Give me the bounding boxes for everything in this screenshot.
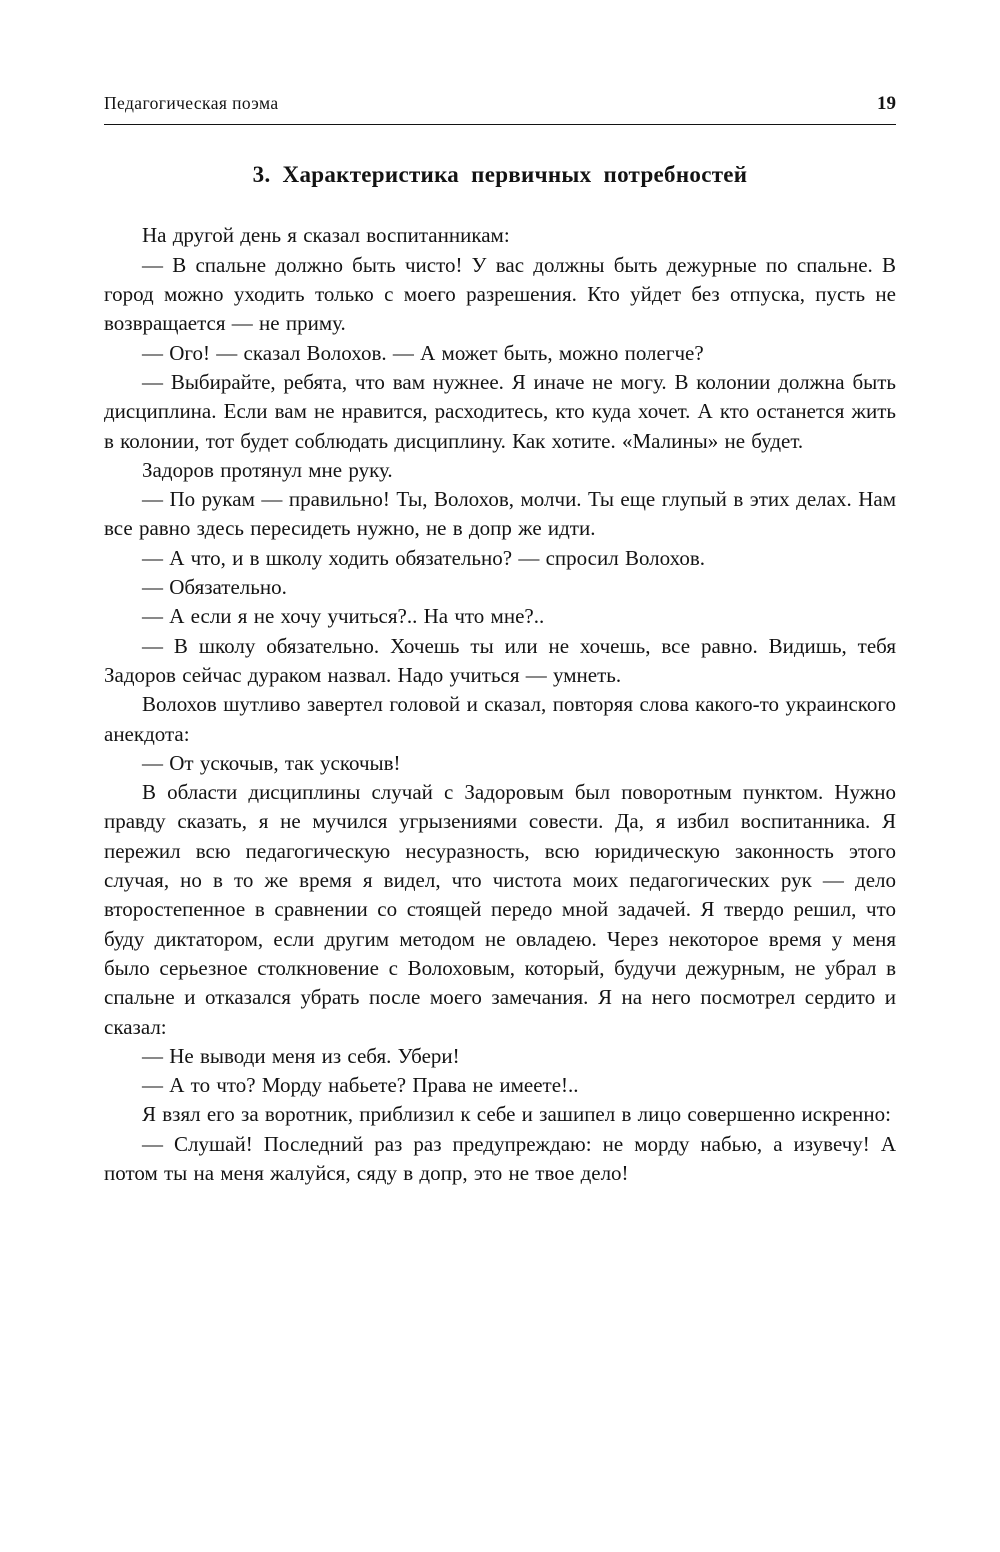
paragraph: — А то что? Морду набьете? Права не имеете!..: [142, 1073, 579, 1098]
paragraph: — Ого! — сказал Волохов. — А может быть, можно полегче?: [142, 340, 704, 365]
paragraph: — А что, и в школу ходить обязательно? — спросил Волохов.: [142, 545, 705, 570]
paragraph: — По рукам — правильно! Ты, Волохов, молчи. Ты еще глупый в этих делах. Нам все равно здесь пересидеть нужно, не в допр же идти.: [104, 487, 896, 541]
paragraph: — А если я не хочу учиться?.. На что мне?..: [142, 604, 545, 629]
paragraph: — В спальне должно быть чисто! У вас должны быть дежурные по спальне. В город можно уходить только с моего разрешения. Кто уйдет без отпуска, пусть не возвращается — не приму.: [104, 252, 896, 336]
chapter-title: 3. Характеристика первичных потребностей: [252, 161, 748, 187]
paragraph: — Выбирайте, ребята, что вам нужнее. Я иначе не могу. В колонии должна быть дисциплина. Если вам не нравится, расходитесь, кто куда хочет. А кто останется жить в колонии, тот будет соблюдать дисциплину. Как хотите. «Малины» не будет.: [104, 369, 896, 453]
paragraph: — Слушай! Последний раз раз предупреждаю: не морду набью, а изувечу! А потом ты на меня жалуйся, сяду в допр, это не твое дело!: [104, 1131, 896, 1185]
paragraph: — От ускочыв, так ускочыв!: [142, 750, 401, 775]
header-rule: [104, 124, 896, 125]
page-number: 19: [877, 93, 896, 114]
paragraph: В области дисциплины случай с Задоровым был поворотным пунктом. Нужно правду сказать, я не мучился угрызениями совести. Да, я избил воспитанника. Я пережил всю педагогическую несуразность, всю юридическую законность этого случая, но в то же время я видел, что чистота моих педагогических рук — дело второстепенное в сравнении со стоящей передо мной задачей. Я твердо решил, что буду диктатором, если другим методом не овладею. Через некоторое время у меня было серьезное столкновение с Волоховым, который, будучи дежурным, не убрал в спальне и отказался убрать после моего замечания. Я на него посмотрел сердито и сказал:: [104, 780, 896, 1039]
paragraph: Волохов шутливо завертел головой и сказал, повторяя слова какого-то украинского анекдота:: [104, 692, 896, 746]
body-text: [104, 221, 896, 1188]
paragraph: — В школу обязательно. Хочешь ты или не хочешь, все равно. Видишь, тебя Задоров сейчас дураком назвал. Надо учиться — умнеть.: [104, 633, 896, 687]
paragraph: — Обязательно.: [142, 575, 287, 600]
running-title: Педагогическая поэма: [104, 93, 279, 113]
paragraph: Я взял его за воротник, приблизил к себе и зашипел в лицо совершенно искренно:: [142, 1102, 891, 1127]
paragraph: — Не выводи меня из себя. Убери!: [142, 1043, 460, 1068]
page-header: [104, 94, 896, 115]
paragraph: Задоров протянул мне руку.: [142, 457, 393, 482]
paragraph: На другой день я сказал воспитанникам:: [142, 223, 510, 248]
